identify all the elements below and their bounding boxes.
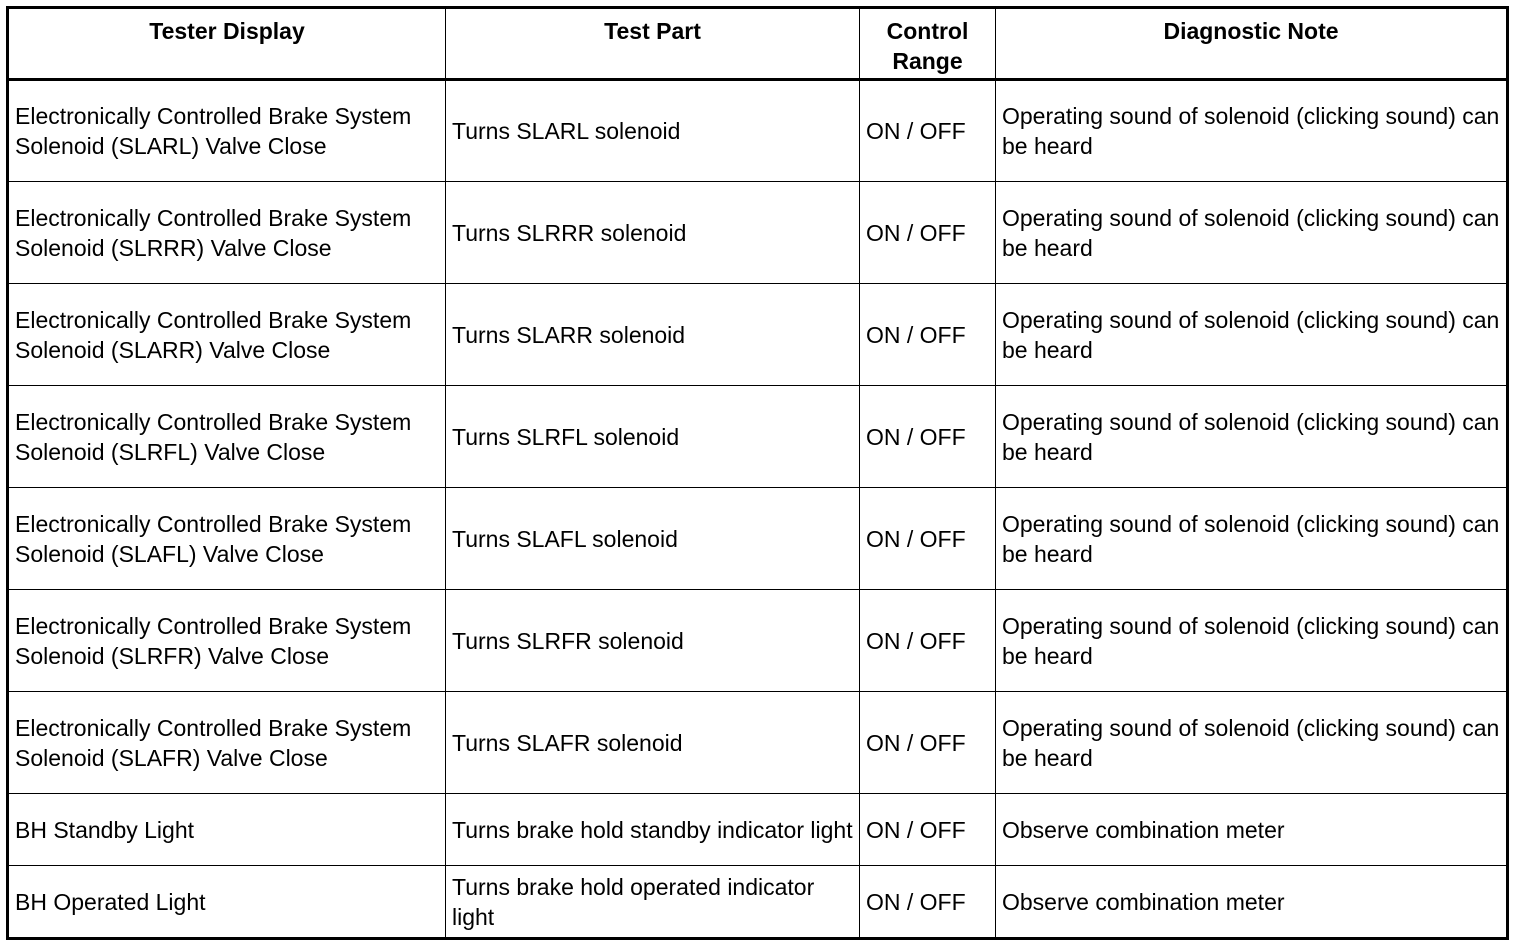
cell-tester-display: Electronically Controlled Brake System Solenoid (SLAFR) Valve Close xyxy=(8,692,446,794)
cell-tester-display: BH Operated Light xyxy=(8,866,446,939)
cell-diagnostic-note: Observe combination meter xyxy=(996,866,1508,939)
table-row xyxy=(8,488,1508,590)
cell-test-part: Turns SLAFR solenoid xyxy=(446,692,860,794)
cell-diagnostic-note: Operating sound of solenoid (clicking sound) can be heard xyxy=(996,80,1508,182)
cell-test-part: Turns SLRRR solenoid xyxy=(446,182,860,284)
cell-control-range: ON / OFF xyxy=(860,182,996,284)
header-tester-display: Tester Display xyxy=(8,8,446,80)
cell-diagnostic-note: Operating sound of solenoid (clicking sound) can be heard xyxy=(996,284,1508,386)
table-row xyxy=(8,386,1508,488)
cell-test-part: Turns brake hold operated indicator light xyxy=(446,866,860,939)
cell-control-range: ON / OFF xyxy=(860,386,996,488)
table-row xyxy=(8,80,1508,182)
cell-tester-display: Electronically Controlled Brake System Solenoid (SLARL) Valve Close xyxy=(8,80,446,182)
cell-diagnostic-note: Operating sound of solenoid (clicking sound) can be heard xyxy=(996,386,1508,488)
table-row xyxy=(8,866,1508,939)
table-row xyxy=(8,284,1508,386)
active-test-table xyxy=(6,6,1509,940)
cell-tester-display: BH Standby Light xyxy=(8,794,446,866)
cell-diagnostic-note: Operating sound of solenoid (clicking sound) can be heard xyxy=(996,488,1508,590)
cell-control-range: ON / OFF xyxy=(860,590,996,692)
cell-test-part: Turns SLARL solenoid xyxy=(446,80,860,182)
header-row xyxy=(8,8,1508,80)
cell-test-part: Turns SLRFL solenoid xyxy=(446,386,860,488)
table-row xyxy=(8,182,1508,284)
cell-diagnostic-note: Operating sound of solenoid (clicking sound) can be heard xyxy=(996,590,1508,692)
table-row xyxy=(8,590,1508,692)
table-header xyxy=(8,8,1508,80)
cell-diagnostic-note: Operating sound of solenoid (clicking sound) can be heard xyxy=(996,692,1508,794)
table-row xyxy=(8,692,1508,794)
cell-control-range: ON / OFF xyxy=(860,284,996,386)
cell-test-part: Turns SLARR solenoid xyxy=(446,284,860,386)
cell-control-range: ON / OFF xyxy=(860,80,996,182)
header-diagnostic-note: Diagnostic Note xyxy=(996,8,1508,80)
cell-control-range: ON / OFF xyxy=(860,794,996,866)
cell-diagnostic-note: Observe combination meter xyxy=(996,794,1508,866)
header-test-part: Test Part xyxy=(446,8,860,80)
cell-control-range: ON / OFF xyxy=(860,866,996,939)
cell-test-part: Turns brake hold standby indicator light xyxy=(446,794,860,866)
header-control-range: Control Range xyxy=(860,8,996,80)
table-row xyxy=(8,794,1508,866)
cell-diagnostic-note: Operating sound of solenoid (clicking sound) can be heard xyxy=(996,182,1508,284)
cell-control-range: ON / OFF xyxy=(860,488,996,590)
cell-tester-display: Electronically Controlled Brake System Solenoid (SLRRR) Valve Close xyxy=(8,182,446,284)
cell-tester-display: Electronically Controlled Brake System Solenoid (SLAFL) Valve Close xyxy=(8,488,446,590)
cell-tester-display: Electronically Controlled Brake System Solenoid (SLARR) Valve Close xyxy=(8,284,446,386)
cell-test-part: Turns SLAFL solenoid xyxy=(446,488,860,590)
cell-test-part: Turns SLRFR solenoid xyxy=(446,590,860,692)
cell-tester-display: Electronically Controlled Brake System Solenoid (SLRFR) Valve Close xyxy=(8,590,446,692)
cell-control-range: ON / OFF xyxy=(860,692,996,794)
table-body xyxy=(8,80,1508,939)
cell-tester-display: Electronically Controlled Brake System Solenoid (SLRFL) Valve Close xyxy=(8,386,446,488)
